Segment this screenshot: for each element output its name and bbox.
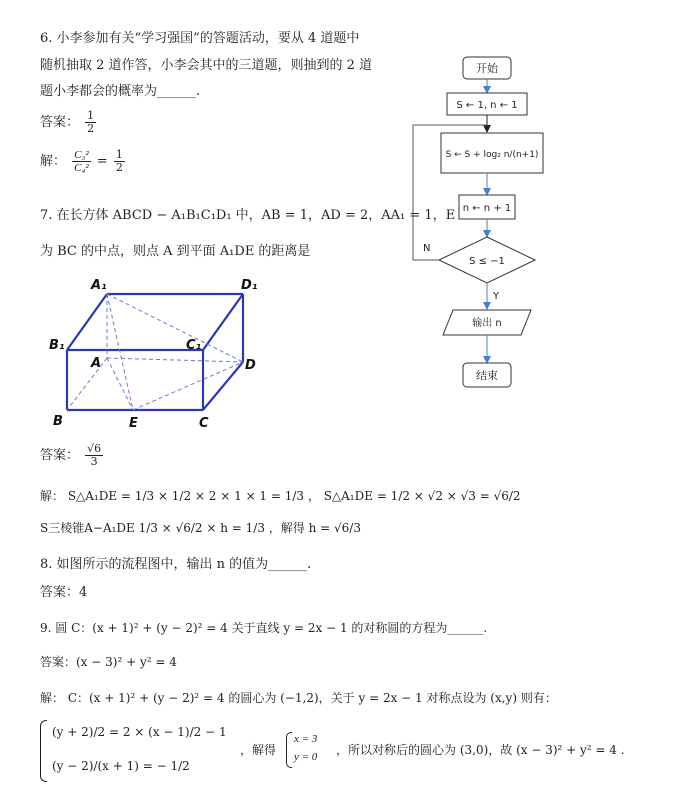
- flowchart-start-label: 开始: [476, 62, 498, 75]
- vertex-label-b1: B₁: [49, 338, 65, 353]
- q7-line2: 为 BC 的中点，则点 A 到平面 A₁DE 的距离是: [40, 244, 311, 259]
- fraction-denominator: 3: [90, 455, 98, 468]
- fraction-numerator: C₃²: [74, 149, 89, 161]
- solution-label: 解：: [40, 154, 67, 169]
- q9-solution-line1: 解： C：(x + 1)² + (y − 2)² = 4 的圆心为 (−1,2)，关于 y = 2x − 1 对称点设为 (x,y) 则有：: [40, 691, 557, 705]
- vertex-label-c: C: [199, 416, 209, 431]
- answer-fraction: [85, 443, 103, 468]
- answer-label: 答案：: [40, 448, 80, 463]
- fraction-numerator: √6: [87, 442, 102, 455]
- vertex-label-a: A: [91, 356, 102, 371]
- flowchart-update-s-label: S ← S + log₂ n/(n+1): [445, 150, 539, 160]
- vertex-label-b: B: [53, 414, 63, 429]
- result-y: y = 0: [294, 751, 318, 763]
- q9-line1: 9. 圆 C：(x + 1)² + (y − 2)² = 4 关于直线 y = 2x − 1 的对称圆的方程为______.: [40, 621, 488, 635]
- answer-label: 答案：: [40, 115, 80, 130]
- fraction-denominator: 2: [115, 161, 123, 174]
- vertex-label-d: D: [245, 358, 256, 373]
- conclusion-text: ，所以对称后的圆心为 (3,0)，故 (x − 3)² + y² = 4 .: [336, 743, 625, 757]
- vertex-label-a1: A₁: [91, 278, 107, 293]
- equals-sign: =: [96, 154, 108, 169]
- vertex-label-d1: D₁: [241, 278, 258, 293]
- result-fraction: [114, 149, 125, 174]
- solve-text: ，解得: [240, 743, 277, 757]
- flowchart: [405, 45, 575, 405]
- fraction-numerator: 1: [87, 109, 95, 122]
- fraction-denominator: 2: [87, 122, 95, 135]
- q8-line1: 8. 如图所示的流程图中，输出 n 的值为______.: [40, 557, 312, 572]
- q6-answer: [40, 110, 98, 135]
- q8-answer: 答案：4: [40, 585, 88, 600]
- vertex-label-e: E: [129, 416, 138, 431]
- flowchart-no-label: N: [423, 243, 431, 254]
- system-eq2: (y − 2)/(x + 1) = − 1/2: [52, 759, 190, 773]
- q7-solution-line2: S三棱锥A−A₁DE 1/3 × √6/2 × h = 1/3 ，解得 h = √6/3: [40, 521, 361, 535]
- q6-solution: [40, 148, 127, 176]
- flowchart-yes-label: Y: [493, 291, 500, 302]
- q9-system: [40, 718, 660, 784]
- fraction-denominator: C₄²: [74, 162, 89, 174]
- flowchart-output-label: 输出 n: [472, 318, 502, 329]
- cuboid-solid-edges: [67, 294, 243, 410]
- q7-answer: [40, 442, 105, 470]
- result-brace: [286, 732, 292, 768]
- q7-solution-line1: 解： S△A₁DE = 1/3 × 1/2 × 2 × 1 × 1 = 1/3 ， S△A₁DE = 1/2 × √2 × √3 = √6/2: [40, 489, 521, 503]
- q7-line1: 7. 在长方体 ABCD − A₁B₁C₁D₁ 中，AB = 1，AD = 2，AA₁ = 1，E: [40, 208, 456, 223]
- flowchart-end-label: 结束: [476, 369, 498, 382]
- cuboid-figure: [45, 275, 275, 435]
- q6-line1: 6. 小李参加有关“学习强国”的答题活动，要从 4 道题中: [40, 31, 360, 46]
- flowchart-init-label: S ← 1, n ← 1: [456, 100, 518, 111]
- q6-line3: 题小李都会的概率为______.: [40, 84, 201, 99]
- system-eq1: (y + 2)/2 = 2 × (x − 1)/2 − 1: [52, 725, 227, 739]
- q6-line2: 随机抽取 2 道作答，小李会其中的三道题，则抽到的 2 道: [40, 58, 373, 73]
- vertex-label-c1: C₁: [186, 338, 202, 353]
- q9-answer: 答案：(x − 3)² + y² = 4: [40, 655, 177, 669]
- result-x: x = 3: [294, 733, 318, 745]
- flowchart-condition-label: S ≤ −1: [469, 256, 505, 267]
- answer-fraction: [85, 110, 96, 135]
- fraction-numerator: 1: [115, 148, 123, 161]
- combination-fraction: [72, 149, 90, 174]
- flowchart-update-n-label: n ← n + 1: [462, 203, 512, 214]
- brace: [40, 720, 47, 782]
